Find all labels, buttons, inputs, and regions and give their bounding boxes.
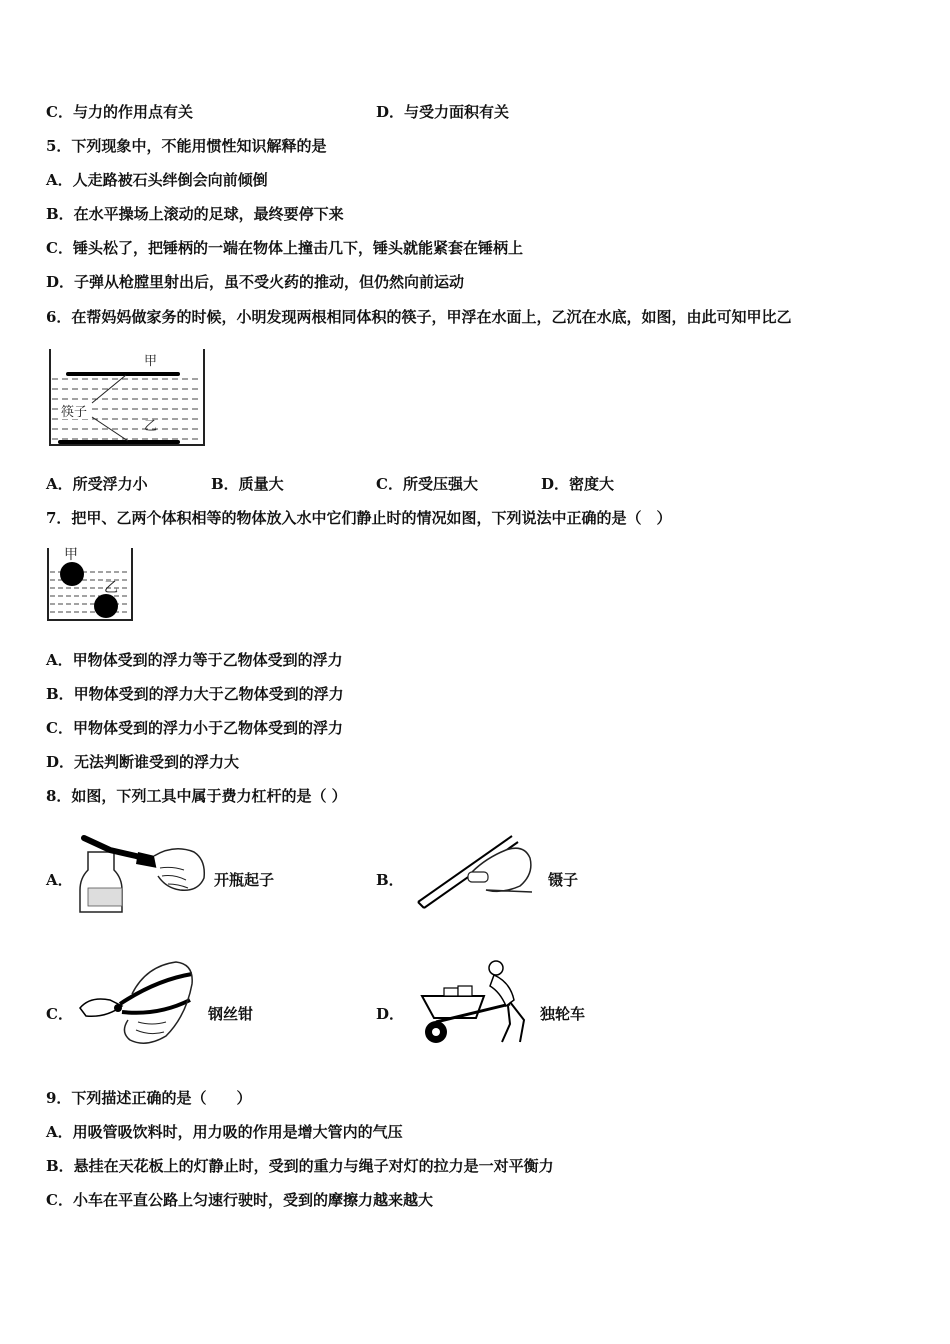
wheelbarrow-tray [422, 996, 484, 1018]
q5-option-b: B．在水平操场上滚动的足球，最终要停下来 [46, 205, 344, 223]
q7-option-c: C．甲物体受到的浮力小于乙物体受到的浮力 [46, 719, 343, 737]
q8-option-b-letter: B． [376, 871, 404, 889]
label-kuaizi: 筷子 [61, 405, 88, 420]
q7-option-b: B．甲物体受到的浮力大于乙物体受到的浮力 [46, 685, 344, 703]
q6-option-b: B．质量大 [211, 475, 284, 493]
q5-option-c: C．锤头松了，把锤柄的一端在物体上撞击几下，锤头就能紧套在锤柄上 [46, 239, 523, 257]
bottle-opener-figure [76, 830, 216, 914]
q6-option-c: C．所受压强大 [376, 475, 478, 493]
label-jia: 甲 [144, 354, 158, 369]
q8-option-a-letter: A． [46, 871, 73, 889]
pliers-figure [76, 956, 200, 1050]
pliers-pivot [114, 1004, 122, 1012]
q8-stem: 8．如图，下列工具中属于费力杠杆的是（ ） [46, 787, 347, 805]
q8-option-d-letter: D． [376, 1005, 405, 1023]
hand-icon [472, 848, 532, 892]
q9-option-b: B．悬挂在天花板上的灯静止时，受到的重力与绳子对灯的拉力是一对平衡力 [46, 1157, 554, 1175]
wheelbarrow-figure [414, 956, 538, 1048]
q4-option-c: C．与力的作用点有关 [46, 103, 193, 121]
q8-option-c-letter: C． [46, 1005, 73, 1023]
q9-option-c: C．小车在平直公路上匀速行驶时，受到的摩擦力越来越大 [46, 1191, 433, 1209]
q7-option-a: A．甲物体受到的浮力等于乙物体受到的浮力 [46, 651, 343, 669]
label-jia: 甲 [64, 547, 78, 563]
ball-jia [60, 562, 84, 586]
tweezers-figure [412, 828, 536, 912]
container-outline [48, 548, 132, 620]
q5-option-a: A．人走路被石头绊倒会向前倾倒 [46, 171, 268, 189]
q8-option-c-name: 钢丝钳 [208, 1005, 254, 1023]
q5-option-d: D．子弹从枪膛里射出后，虽不受火药的推动，但仍然向前运动 [46, 273, 465, 291]
thumb-icon [468, 872, 488, 882]
container-outline [50, 349, 204, 445]
q6-figure-container [46, 345, 208, 449]
person-body [490, 975, 514, 1006]
pliers-handle-2 [122, 1000, 190, 1013]
q7-option-d: D．无法判断谁受到的浮力大 [46, 753, 240, 771]
q8-option-d-name: 独轮车 [540, 1005, 586, 1023]
q6-stem: 6．在帮妈妈做家务的时候，小明发现两根相同体积的筷子，甲浮在水面上，乙沉在水底，如图，由此可知甲比乙 [46, 308, 792, 326]
q8-option-b-name: 镊子 [548, 871, 579, 889]
q4-option-d: D．与受力面积有关 [376, 103, 510, 121]
person-legs [502, 1002, 524, 1042]
ball-yi [94, 594, 118, 618]
q7-stem: 7．把甲、乙两个体积相等的物体放入水中它们静止时的情况如图，下列说法中正确的是（ ） [46, 509, 672, 527]
pliers-handle-1 [120, 974, 192, 1004]
q6-option-d: D．密度大 [541, 475, 615, 493]
hand-icon [154, 849, 204, 890]
label-yi: 乙 [144, 419, 158, 434]
q9-option-a: A．用吸管吸饮料时，用力吸的作用是增大管内的气压 [46, 1123, 403, 1141]
person-head [489, 961, 503, 975]
label-yi: 乙 [104, 580, 118, 596]
q6-option-a: A．所受浮力小 [46, 475, 148, 493]
q8-option-a-name: 开瓶起子 [214, 871, 275, 889]
q5-stem: 5．下列现象中，不能用惯性知识解释的是 [46, 137, 327, 155]
q7-figure-container [44, 542, 136, 624]
q9-stem: 9．下列描述正确的是（ ） [46, 1089, 252, 1107]
